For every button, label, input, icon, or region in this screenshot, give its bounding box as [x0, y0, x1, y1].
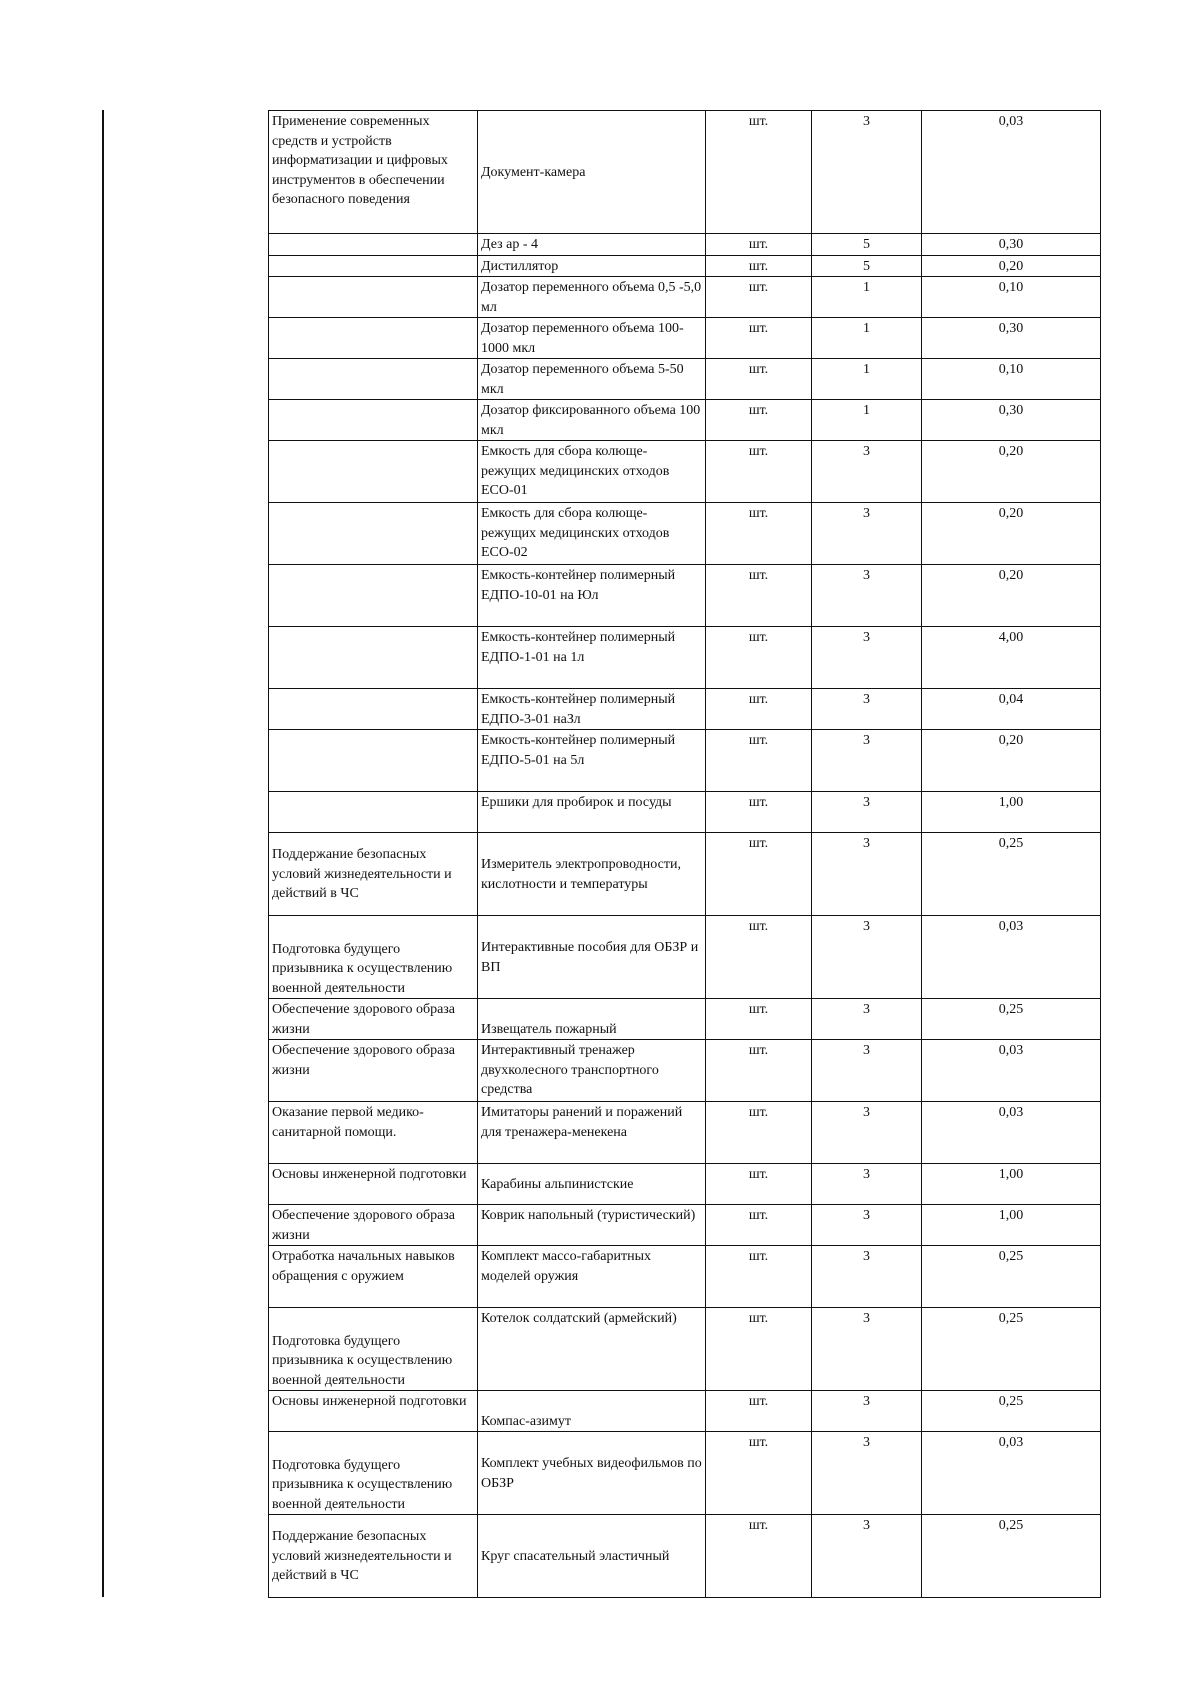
- unit-cell: шт.: [706, 1515, 812, 1598]
- table-row: [269, 234, 1101, 256]
- table-row: [269, 1102, 1101, 1164]
- unit-cell: шт.: [706, 1102, 812, 1164]
- quantity-cell: 3: [812, 503, 922, 565]
- table-row: [269, 689, 1101, 730]
- section-cell: Обеспечение здорового образа жизни: [269, 1205, 478, 1246]
- section-cell: [269, 234, 478, 256]
- table-row: [269, 277, 1101, 318]
- unit-cell: шт.: [706, 277, 812, 318]
- table-row: [269, 359, 1101, 400]
- table-row: [269, 1515, 1101, 1598]
- item-name-cell: Интерактивные пособия для ОБЗР и ВП: [478, 916, 706, 999]
- item-name-cell: Дозатор переменного объема 0,5 -5,0 мл: [478, 277, 706, 318]
- item-name-cell: Имитаторы ранений и поражений для тренажера-менекена: [478, 1102, 706, 1164]
- price-cell: 0,03: [922, 1040, 1101, 1102]
- price-cell: 0,20: [922, 730, 1101, 792]
- unit-cell: шт.: [706, 730, 812, 792]
- equipment-table: [268, 110, 1101, 1598]
- left-margin-rule: [102, 110, 104, 1597]
- item-name-cell: Дистиллятор: [478, 255, 706, 277]
- section-cell: Отработка начальных навыков обращения с оружием: [269, 1246, 478, 1308]
- table-row: [269, 1432, 1101, 1515]
- section-cell: Применение современных средств и устройств информатизации и цифровых инструментов в обеспечении безопасного поведения: [269, 111, 478, 234]
- unit-cell: шт.: [706, 565, 812, 627]
- table-row: [269, 565, 1101, 627]
- price-cell: 0,04: [922, 689, 1101, 730]
- table-row: [269, 255, 1101, 277]
- table-row: [269, 1308, 1101, 1391]
- table-row: [269, 833, 1101, 916]
- item-name-cell: Измеритель электропроводности, кислотности и температуры: [478, 833, 706, 916]
- price-cell: 0,20: [922, 441, 1101, 503]
- item-name-cell: Извещатель пожарный: [478, 999, 706, 1040]
- item-name-cell: Круг спасательный эластичный: [478, 1515, 706, 1598]
- quantity-cell: 1: [812, 359, 922, 400]
- price-cell: 0,25: [922, 1308, 1101, 1391]
- section-cell: [269, 730, 478, 792]
- section-cell: [269, 255, 478, 277]
- price-cell: 0,20: [922, 255, 1101, 277]
- table-row: [269, 792, 1101, 833]
- quantity-cell: 3: [812, 730, 922, 792]
- quantity-cell: 3: [812, 1246, 922, 1308]
- section-cell: [269, 565, 478, 627]
- section-cell: [269, 441, 478, 503]
- unit-cell: шт.: [706, 833, 812, 916]
- section-cell: Подготовка будущего призывника к осуществлению военной деятельности: [269, 1432, 478, 1515]
- price-cell: 1,00: [922, 792, 1101, 833]
- unit-cell: шт.: [706, 111, 812, 234]
- unit-cell: шт.: [706, 234, 812, 256]
- item-name-cell: Карабины альпинистские: [478, 1164, 706, 1205]
- table-row: [269, 441, 1101, 503]
- item-name-cell: Комплект массо-габаритных моделей оружия: [478, 1246, 706, 1308]
- price-cell: 4,00: [922, 627, 1101, 689]
- section-cell: Обеспечение здорового образа жизни: [269, 1040, 478, 1102]
- quantity-cell: 5: [812, 255, 922, 277]
- item-name-cell: Емкость-контейнер полимерный ЕДПО-10-01 на Юл: [478, 565, 706, 627]
- unit-cell: шт.: [706, 359, 812, 400]
- table-row: [269, 1040, 1101, 1102]
- price-cell: 0,25: [922, 1391, 1101, 1432]
- unit-cell: шт.: [706, 1205, 812, 1246]
- unit-cell: шт.: [706, 627, 812, 689]
- section-cell: [269, 359, 478, 400]
- unit-cell: шт.: [706, 400, 812, 441]
- item-name-cell: Емкость для сбора колюще-режущих медицинских отходов ЕСО-02: [478, 503, 706, 565]
- quantity-cell: 3: [812, 1308, 922, 1391]
- quantity-cell: 3: [812, 1205, 922, 1246]
- price-cell: 0,03: [922, 916, 1101, 999]
- item-name-cell: Коврик напольный (туристический): [478, 1205, 706, 1246]
- table-row: [269, 1391, 1101, 1432]
- section-cell: Основы инженерной подготовки: [269, 1391, 478, 1432]
- table-row: [269, 730, 1101, 792]
- item-name-cell: Емкость для сбора колюще-режущих медицинских отходов ЕСО-01: [478, 441, 706, 503]
- price-cell: 0,25: [922, 1515, 1101, 1598]
- section-cell: Оказание первой медико-санитарной помощи.: [269, 1102, 478, 1164]
- item-name-cell: Документ-камера: [478, 111, 706, 234]
- unit-cell: шт.: [706, 1040, 812, 1102]
- table-row: [269, 916, 1101, 999]
- unit-cell: шт.: [706, 1391, 812, 1432]
- item-name-cell: Дозатор переменного объема 5-50 мкл: [478, 359, 706, 400]
- quantity-cell: 3: [812, 1432, 922, 1515]
- unit-cell: шт.: [706, 1246, 812, 1308]
- item-name-cell: Емкость-контейнер полимерный ЕДПО-3-01 наЗл: [478, 689, 706, 730]
- price-cell: 0,20: [922, 565, 1101, 627]
- quantity-cell: 1: [812, 277, 922, 318]
- section-cell: Поддержание безопасных условий жизнедеятельности и действий в ЧС: [269, 1515, 478, 1598]
- item-name-cell: Дез ар - 4: [478, 234, 706, 256]
- section-cell: Обеспечение здорового образа жизни: [269, 999, 478, 1040]
- unit-cell: шт.: [706, 792, 812, 833]
- table-row: [269, 999, 1101, 1040]
- quantity-cell: 3: [812, 689, 922, 730]
- price-cell: 0,30: [922, 400, 1101, 441]
- section-cell: Поддержание безопасных условий жизнедеятельности и действий в ЧС: [269, 833, 478, 916]
- price-cell: 0,03: [922, 111, 1101, 234]
- section-cell: [269, 792, 478, 833]
- unit-cell: шт.: [706, 689, 812, 730]
- table-row: [269, 627, 1101, 689]
- item-name-cell: Комплект учебных видеофильмов по ОБЗР: [478, 1432, 706, 1515]
- quantity-cell: 5: [812, 234, 922, 256]
- table-row: [269, 318, 1101, 359]
- unit-cell: шт.: [706, 1164, 812, 1205]
- price-cell: 0,30: [922, 318, 1101, 359]
- quantity-cell: 3: [812, 1040, 922, 1102]
- section-cell: [269, 689, 478, 730]
- section-cell: [269, 400, 478, 441]
- quantity-cell: 3: [812, 833, 922, 916]
- quantity-cell: 1: [812, 318, 922, 359]
- quantity-cell: 3: [812, 627, 922, 689]
- unit-cell: шт.: [706, 441, 812, 503]
- section-cell: Подготовка будущего призывника к осуществлению военной деятельности: [269, 1308, 478, 1391]
- table-row: [269, 1164, 1101, 1205]
- unit-cell: шт.: [706, 1308, 812, 1391]
- item-name-cell: Ершики для пробирок и посуды: [478, 792, 706, 833]
- unit-cell: шт.: [706, 1432, 812, 1515]
- unit-cell: шт.: [706, 318, 812, 359]
- item-name-cell: Котелок солдатский (армейский): [478, 1308, 706, 1391]
- table-row: [269, 111, 1101, 234]
- quantity-cell: 3: [812, 1515, 922, 1598]
- section-cell: [269, 277, 478, 318]
- price-cell: 0,25: [922, 1246, 1101, 1308]
- unit-cell: шт.: [706, 503, 812, 565]
- item-name-cell: Интерактивный тренажер двухколесного транспортного средства: [478, 1040, 706, 1102]
- section-cell: [269, 503, 478, 565]
- price-cell: 0,03: [922, 1102, 1101, 1164]
- item-name-cell: Емкость-контейнер полимерный ЕДПО-5-01 на 5л: [478, 730, 706, 792]
- quantity-cell: 3: [812, 1391, 922, 1432]
- table-row: [269, 1246, 1101, 1308]
- quantity-cell: 3: [812, 792, 922, 833]
- price-cell: 0,25: [922, 833, 1101, 916]
- item-name-cell: Дозатор переменного объема 100-1000 мкл: [478, 318, 706, 359]
- unit-cell: шт.: [706, 255, 812, 277]
- section-cell: Подготовка будущего призывника к осуществлению военной деятельности: [269, 916, 478, 999]
- item-name-cell: Компас-азимут: [478, 1391, 706, 1432]
- item-name-cell: Емкость-контейнер полимерный ЕДПО-1-01 на 1л: [478, 627, 706, 689]
- price-cell: 0,30: [922, 234, 1101, 256]
- quantity-cell: 3: [812, 1102, 922, 1164]
- item-name-cell: Дозатор фиксированного объема 100 мкл: [478, 400, 706, 441]
- price-cell: 0,03: [922, 1432, 1101, 1515]
- price-cell: 0,20: [922, 503, 1101, 565]
- quantity-cell: 3: [812, 565, 922, 627]
- unit-cell: шт.: [706, 999, 812, 1040]
- price-cell: 1,00: [922, 1205, 1101, 1246]
- table-row: [269, 503, 1101, 565]
- quantity-cell: 3: [812, 916, 922, 999]
- table-row: [269, 400, 1101, 441]
- table-row: [269, 1205, 1101, 1246]
- section-cell: [269, 318, 478, 359]
- price-cell: 0,25: [922, 999, 1101, 1040]
- section-cell: [269, 627, 478, 689]
- quantity-cell: 1: [812, 400, 922, 441]
- price-cell: 0,10: [922, 277, 1101, 318]
- section-cell: Основы инженерной подготовки: [269, 1164, 478, 1205]
- quantity-cell: 3: [812, 999, 922, 1040]
- quantity-cell: 3: [812, 1164, 922, 1205]
- quantity-cell: 3: [812, 111, 922, 234]
- quantity-cell: 3: [812, 441, 922, 503]
- price-cell: 1,00: [922, 1164, 1101, 1205]
- unit-cell: шт.: [706, 916, 812, 999]
- price-cell: 0,10: [922, 359, 1101, 400]
